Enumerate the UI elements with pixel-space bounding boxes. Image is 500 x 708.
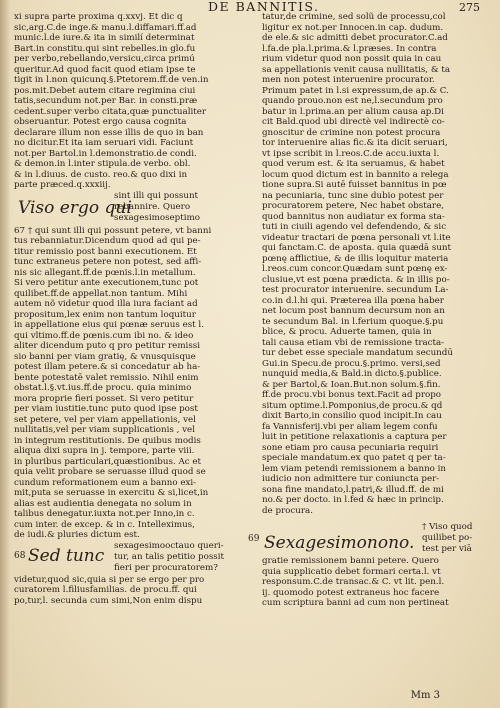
text-line: procuratorem petere, Nec habet obstare, <box>262 201 444 211</box>
text-line: bente potestatē valet remissio. Nihil enim <box>14 372 199 383</box>
left-paragraph-1 <box>14 12 248 191</box>
text-line: obstat.l.§.vt.ius.ff.de procu. quia minimo <box>14 383 192 393</box>
lemma-line: sexagesimooctauo queri- <box>114 540 224 551</box>
lemma-viso-ergo <box>14 191 248 249</box>
text-line: queritur.Ad quod facit quod etiam ipse te <box>14 64 196 75</box>
lemma-continuation: rebannire. Quero <box>114 201 191 212</box>
text-line: munic.l.de iure.& ita in similí determinat <box>14 33 195 43</box>
text-line: quod bannitus non audiatur ex forma sta- <box>262 211 445 222</box>
text-line: na pecuniaria, tunc sine dubio potest per <box>262 190 444 201</box>
text-line: net locum post bannum decursum non an <box>262 306 445 316</box>
text-line: rium videtur quod non possit quia in cau <box>262 54 442 64</box>
text-line: & in l.diuus. de custo. reo.& quo dixi in <box>14 169 188 180</box>
page-number: 275 <box>459 1 480 14</box>
text-line: obseruantur. Potest ergo causa cognita <box>14 117 187 127</box>
text-line: Gui.in Specu.de procu.§.primo. versi,sed <box>262 358 441 369</box>
lemma-sed-tunc <box>14 541 248 575</box>
text-line: qui fanctam.C. de aposta. quia quædā sunt <box>262 243 452 253</box>
signature-mark: Mm 3 <box>410 690 440 701</box>
lemma-heading: Sed tunc <box>28 545 105 566</box>
text-line: potest illam petere.& si concedatur ab ha- <box>14 362 201 372</box>
lemma-line: test per viā <box>422 544 472 554</box>
text-line: luit in petitione relaxationis a captura per <box>262 432 447 442</box>
text-line: test procurator interuenire. secundum La- <box>262 285 449 295</box>
text-line: sic,arg.C.de inge.& manu.l.diffamari.ff.ad <box>14 22 197 33</box>
left-paragraph-3 <box>14 575 248 607</box>
text-line: responsum.C.de transac.& C. vt lit. pen.l. <box>262 577 445 587</box>
text-line: tali causa etiam vbi de remissione tracta- <box>262 337 445 348</box>
text-line: sio banni per viam gratię, & vnusquisque <box>14 351 196 362</box>
text-line: no.& per docto. in l.fed & hæc in princip. <box>262 495 444 505</box>
text-line: quod verum est. & ita seruamus, & habet <box>262 159 445 169</box>
text-line: per viam iustitie.tunc puto quod ipse post <box>14 404 198 414</box>
margin-number: 69 <box>248 534 260 544</box>
text-line: qui vltimo.ff.de pœnis.cum ibi no. & ideo <box>14 330 194 341</box>
text-line: mit,puta se seruasse in exercitu & si,licet,in <box>14 488 209 498</box>
text-line: pos.mit.Debet autem citare regimina ciui <box>14 85 196 96</box>
text-line: parte præced.q.xxxiij. <box>14 180 111 190</box>
lemma-line: tur, an talis petitio possit <box>114 551 225 562</box>
text-line: lem viam petendi remissionem a banno in <box>262 463 447 474</box>
text-line: clusiue,vt est pœna prædicta. & in illis po- <box>262 274 450 285</box>
text-line: iudicio non admittere tur coniuncta per- <box>262 474 440 484</box>
lemma-line: fieri per procuratorem? <box>114 562 218 573</box>
text-line: tatis,secundum not.per Bar. in consti.præ <box>14 96 198 106</box>
text-line: titur remissio post banni executionem. Et <box>14 246 197 257</box>
text-line: ff.de procu.vbi bonus text.Facit ad propo <box>262 390 442 400</box>
text-line: mora proprie fieri posset. Si vero petitur <box>14 393 194 404</box>
text-line: not.per Bartol.in l.demonstratio.de condi. <box>14 148 197 159</box>
text-line: xi supra parte proxima q.xxvj. Et dic q <box>14 12 183 22</box>
text-line: tione supra.Si autē fuisset bannitus in pœ <box>262 180 447 190</box>
text-line: tus rebanniatur.Dicendum quod ad qui pe- <box>14 236 201 246</box>
text-line: cum scriptura banni ad cum non pertineat <box>262 598 449 608</box>
text-line: curatorem l.filiusfamilias. de procu.ff. qui <box>14 585 197 595</box>
text-line: pœnę afflictiue, & de illis loquitur materia <box>262 253 449 264</box>
text-line: quia supplicatio debet formari certa.l. vt <box>262 566 441 577</box>
text-line: tor interuenire alias fic.& ita dicit seruari, <box>262 138 448 148</box>
margin-number: 68 <box>14 550 26 561</box>
text-line: locum quod dictum est in bannito a relega <box>262 169 449 180</box>
text-line: videatur tractari de pœna personali vt l.ite <box>262 232 451 243</box>
lemma-sexagesimonono <box>248 522 496 566</box>
text-line: quia velit probare se seruasse illud quod se <box>14 467 206 477</box>
lemma-heading: Sexagesimonono. <box>264 533 415 553</box>
text-line: videtur,quod sic,quia si per se ergo per pro <box>14 574 205 585</box>
lemma-tail: sint illi qui possunt <box>114 190 199 201</box>
text-line: ligitur ex not.per Innocen.in cap. dudum. <box>262 22 444 33</box>
text-line: talibus denegatur.iuxta not.per Inno,in c. <box>14 509 195 519</box>
lemma-line: quilibet po- <box>422 533 473 543</box>
text-line: fa Vannisferij.vbi per aliam legem confu <box>262 421 438 432</box>
text-line: tunc extraneus petere non potest, sed affi- <box>14 257 202 267</box>
text-line: co.in d.l.hi qui. Præterea illa pœna haber <box>262 295 444 306</box>
text-line: sone etiam pro causa pecuniaria requiri <box>262 442 439 453</box>
text-line: Si vero petitur ante executionem,tunc pot <box>14 278 199 288</box>
text-line: l.fa.de pla.l.prima.& l.præses. In contra <box>262 43 437 54</box>
text-line: de ele.& sic admitti debet procurator.C.ad <box>262 33 448 43</box>
text-line: quando prouo.non est ne,l.secundum pro <box>262 96 443 106</box>
text-line: 67 † qui sunt illi qui possunt petere, vt banni <box>14 225 212 236</box>
lemma-ordinal: sexagesimoseptimo <box>114 212 200 223</box>
left-column <box>14 12 248 606</box>
text-line: po,tur,l. secunda cum simi,Non enim dispu <box>14 595 203 606</box>
text-line: declarare illum non esse illis de quo in ban <box>14 127 204 138</box>
text-line: situm optime.l.Pomponius,de procu.& qd <box>262 400 443 411</box>
text-line: l.reos.cum concor.Quædam sunt pœnę ex- <box>262 264 448 274</box>
text-line: tur debet esse speciale mandatum secundū <box>262 348 453 358</box>
text-line: men non potest interuenire procurator. <box>262 75 435 85</box>
text-line: cedent.super verbo citata,quæ punctualiter <box>14 106 207 117</box>
text-line: set petere, vel per viam appellationis, vel <box>14 414 196 425</box>
text-line: vt ipse scribit in l.reos.C.de accu.iuxta l. <box>262 148 440 159</box>
text-line: tuti in ciuili agendo vel defendendo, & sic <box>262 222 447 232</box>
left-paragraph-2 <box>14 226 248 541</box>
text-line: in appellatione eius qui pœnæ seruus est l. <box>14 320 204 330</box>
text-line: dixit Barto,in consilio quod incipit.In cau <box>262 411 442 421</box>
text-line: gnoscitur de crimine non potest procura <box>262 127 441 138</box>
text-line: tigit in l.non quicunq.§.Ptetorem.ff.de ven.in <box>14 75 209 85</box>
text-line: cundum reformationem eum a banno exi- <box>14 477 197 488</box>
text-line: gratie remissionem banni petere. Quero <box>262 556 439 566</box>
lemma-line: † Viso quod <box>422 522 473 532</box>
text-line: de iudi.& pluries dictum est. <box>14 530 140 540</box>
text-line: aliqua dixi supra in j. tempore, parte viii. <box>14 446 195 456</box>
text-line: propositum,lex enim non tantum loquitur <box>14 309 196 320</box>
text-line: ij. quomodo potest extraneus hoc facere <box>262 587 440 598</box>
text-line: sona fine mandato,l.patri,& illud.ff. de mi <box>262 484 444 495</box>
text-line: cit Bald.quod ubi directè vel indirectè co- <box>262 117 445 127</box>
lemma-heading: Viso ergo qui <box>18 197 132 218</box>
text-line: batur in l.prima.an per alium causa ap.Di <box>262 106 444 117</box>
text-line: aliter dicendum puto q pro petitur remissi <box>14 341 201 351</box>
text-line: in integrum restitutionis. De quibus modis <box>14 435 201 446</box>
text-line: tatur,de crimine, sed solũ de processu,col <box>262 12 446 22</box>
text-line: per verbo,rebellando,versicu,circa primú <box>14 54 195 64</box>
right-paragraph-1 <box>262 12 496 516</box>
text-line: sa appellationis venit causa nullitatis, & ta <box>262 64 450 75</box>
page-gutter-shadow <box>0 0 10 708</box>
text-line: de procura. <box>262 505 313 516</box>
running-title: DE BANNITIS. <box>208 0 320 14</box>
text-line: no dicitur.Et ita iam seruari vidi. Faciunt <box>14 138 194 148</box>
text-line: speciale mandatum.ex quo patet q per ta- <box>262 453 446 463</box>
text-line: nunquid media,& Bald.in dicto.§.publice. <box>262 369 442 379</box>
text-line: quilibet.ff.de appellat.non tantum. Mihi <box>14 288 188 299</box>
text-line: alias est audientia denegata no solum in <box>14 498 192 509</box>
text-line: nis sic allegant.ff.de pœnis.l.in metallum. <box>14 267 196 278</box>
text-line: te secundum Bal. in l.ferium quoque.§.pu <box>262 316 444 327</box>
text-line: cum inter. de excep. & in c. Intelleximus, <box>14 519 195 530</box>
text-line: in pluribus particulari,quæstionibus. Ac et <box>14 456 201 467</box>
text-line: nullitatis,vel per viam supplicationis , vel <box>14 425 195 435</box>
text-line: blice, & procu. Aduerte tamen, quia in <box>262 327 432 337</box>
text-line: & demon.in l.inter stipula.de verbo. obl. <box>14 159 191 169</box>
text-line: Primum patet in l.si expressum,de ap.& C. <box>262 85 449 96</box>
text-line: Bart.in constitu.qui sint rebelles.in glo.fu <box>14 43 196 54</box>
right-column <box>248 12 496 609</box>
text-line: autem nõ videtur quod illa iura faciant ad <box>14 299 198 309</box>
text-line: & per Bartol,& Ioan.But.non solum.§.fin. <box>262 379 441 390</box>
